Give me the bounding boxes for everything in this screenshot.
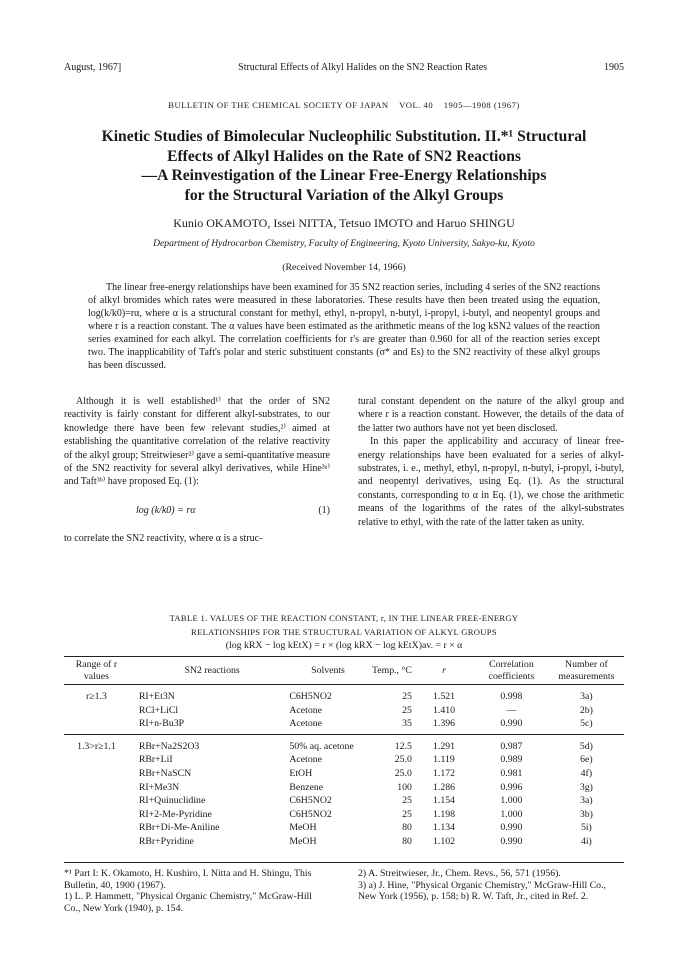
cell-solvent: EtOH: [289, 767, 313, 779]
cell-num: 6e): [580, 754, 593, 766]
body-paragraph: tural constant dependent on the nature of the alkyl group and where r is a reaction constant. However, the details of the data of the latter two authors have not yet been disclosed.: [358, 396, 624, 434]
cell-reaction: RI+Et3N: [138, 691, 175, 702]
cell-reaction: RI+n-Bu3P: [138, 718, 185, 730]
page-number: 1905: [603, 62, 624, 73]
footnotes-right: [358, 868, 624, 903]
cell-range: r≥1.3: [85, 691, 107, 702]
cell-reaction: RI+Quinuclidine: [138, 795, 206, 807]
title-line: for the Structural Variation of the Alkyl Groups: [184, 186, 504, 204]
table-caption-line: TABLE 1. VALUES OF THE REACTION CONSTANT, r, IN THE LINEAR FREE-ENERGY: [169, 613, 519, 623]
cell-solvent: C6H5NO2: [289, 691, 332, 702]
body-paragraph: Although it is well established¹⁾ that the order of SN2 reactivity is fairly constant for different alkyl-substrates, to our knowledge there have been few relevant studies,²⁾ aimed at establishing the quantitative correlation of the relative reactivity of the alkyl group; Streitwieser²⁾ gave a semi-quantitative measure of the SN2 reactivity for several alkyl derivatives, while Hine³ᵃ⁾ and Taft³ᵇ⁾ have proposed Eq. (1):: [64, 396, 330, 488]
cell-solvent: Acetone: [289, 704, 322, 716]
title-line: Kinetic Studies of Bimolecular Nucleophilic Substitution. II.*¹ Structural: [101, 128, 587, 145]
table-equation: (log kRX − log kEtX) = r × (log kRX − log kEtX)av. = r × α: [225, 640, 463, 651]
cell-reaction: RBr+Di-Me-Aniline: [138, 822, 220, 834]
cell-coef: 0.990: [500, 718, 523, 730]
cell-reaction: RBr+LiI: [138, 754, 173, 766]
running-head: [64, 62, 624, 73]
cell-temp: 35: [402, 718, 412, 730]
journal-line: BULLETIN OF THE CHEMICAL SOCIETY OF JAPAN VOL. 40 1905—1908 (1967): [168, 100, 520, 110]
cell-num: 4i): [580, 835, 592, 847]
cell-reaction: RBr+Na2S2O3: [138, 740, 200, 752]
cell-num: 4f): [580, 767, 593, 779]
cell-temp: 80: [402, 835, 412, 847]
table-group: [64, 685, 624, 735]
body-paragraph: In this paper the applicability and accuracy of linear free-energy relationships have been evaluated for a series of alkyl-substrates, i. e., methyl, ethyl, n-propyl, n-butyl, i-propyl, i-butyl, and neopentyl derivatives, using Eq. (1). As the structural constants, corresponding to α in Eq. (1), we chose the arithmetic means of the logarithms of the rates of the alkyl-substrates relative to ethyl, with the rate of the latter taken as unity.: [358, 436, 624, 528]
cell-coef: —: [506, 704, 517, 716]
cell-temp: 100: [397, 781, 412, 793]
data-table: [64, 656, 624, 849]
footnote-divider: [64, 862, 624, 863]
received-date: (Received November 14, 1966): [282, 262, 406, 273]
cell-r: 1.286: [432, 781, 456, 793]
header-temp: Temp., °C: [371, 664, 412, 676]
cell-r: 1.396: [432, 718, 456, 730]
cell-reaction: RI+2-Me-Pyridine: [138, 808, 212, 820]
table-row: [64, 835, 624, 849]
header-coef: Correlation coefficients: [488, 659, 535, 682]
footnote: *¹ Part I: K. Okamoto, H. Kushiro, I. Nitta and H. Shingu, This Bulletin, 40, 1900 (1967).: [64, 868, 312, 891]
title-line: —A Reinvestigation of the Linear Free-Energy Relationships: [141, 167, 547, 184]
table-group: [64, 734, 624, 848]
table-row: [64, 781, 624, 795]
cell-coef: 0.990: [500, 822, 523, 834]
cell-num: 5i): [580, 822, 592, 834]
cell-num: 2b): [579, 704, 593, 716]
table-row: [64, 704, 624, 718]
body-column-right: [358, 395, 624, 529]
header-range: Range of r values: [75, 659, 118, 682]
cell-range: 1.3>r≥1.1: [77, 740, 116, 752]
cell-temp: 25: [402, 795, 412, 807]
equation-number: (1): [318, 504, 330, 516]
affiliation: Department of Hydrocarbon Chemistry, Faculty of Engineering, Kyoto University, Sakyo-ku, Kyoto: [153, 238, 535, 249]
table-row: [64, 808, 624, 822]
body-paragraph: to correlate the SN2 reactivity, where α is a struc-: [64, 533, 263, 545]
header-r: r: [442, 664, 446, 676]
cell-temp: 25.0: [394, 767, 412, 779]
cell-reaction: RCl+LiCl: [138, 704, 179, 716]
footnote: 2) A. Streitwieser, Jr., Chem. Revs., 56, 571 (1956).: [358, 868, 561, 879]
cell-solvent: MeOH: [289, 822, 317, 834]
cell-temp: 80: [402, 822, 412, 834]
table-caption-line: RELATIONSHIPS FOR THE STRUCTURAL VARIATION OF ALKYL GROUPS: [191, 626, 497, 637]
table-row: [64, 717, 624, 734]
cell-solvent: C6H5NO2: [289, 795, 332, 807]
paper-title: [64, 127, 624, 205]
footnotes-left: [64, 868, 330, 914]
cell-temp: 25: [402, 704, 412, 716]
table-row: [64, 753, 624, 767]
cell-coef: 0.981: [500, 767, 523, 779]
cell-num: 3a): [580, 795, 593, 807]
cell-coef: 1.000: [500, 795, 523, 807]
cell-coef: 0.989: [500, 754, 523, 766]
cell-num: 5d): [579, 740, 593, 752]
cell-reaction: RBr+NaSCN: [138, 767, 192, 779]
cell-solvent: C6H5NO2: [289, 808, 332, 820]
table-row: [64, 794, 624, 808]
equation-1: [64, 504, 330, 517]
cell-r: 1.410: [432, 704, 456, 716]
header-num: Number of measurements: [558, 659, 615, 682]
cell-solvent: 50% aq. acetone: [289, 740, 354, 752]
running-head-title: Structural Effects of Alkyl Halides on the SN2 Reaction Rates: [238, 62, 488, 73]
footnote: 1) L. P. Hammett, "Physical Organic Chemistry," McGraw-Hill Co., New York (1940), p. 154.: [64, 891, 312, 914]
cell-solvent: Benzene: [289, 781, 324, 793]
authors: Kunio OKAMOTO, Issei NITTA, Tetsuo IMOTO and Haruo SHINGU: [173, 216, 515, 230]
cell-num: 3a): [580, 691, 593, 702]
cell-temp: 25.0: [394, 754, 412, 766]
cell-solvent: Acetone: [289, 754, 322, 766]
abstract: [88, 281, 600, 372]
table-row: [64, 767, 624, 781]
table-caption: [64, 612, 624, 639]
header-solvents: Solvents: [311, 664, 345, 676]
cell-coef: 1.000: [500, 808, 523, 820]
cell-num: 3g): [579, 781, 593, 793]
footnote: 3) a) J. Hine, "Physical Organic Chemistry," McGraw-Hill Co., New York (1956), p. 158; b) R. W. Taft, Jr., cited in Ref. 2.: [358, 879, 606, 903]
table-row: [64, 734, 624, 753]
table-row: [64, 821, 624, 835]
cell-temp: 12.5: [394, 740, 412, 752]
equation-text: log (k/k0) = rα: [136, 504, 196, 516]
cell-r: 1.521: [432, 691, 456, 702]
table-row: [64, 685, 624, 704]
abstract-text: The linear free-energy relationships have been examined for 35 SN2 reaction series, including 4 series of the SN2 reactions of alkyl bromides which rates were measured in these laboratories. These results have then been treated using the equation, log(k/k0)=rα, where α is a structural constant for methyl, ethyl, n-propyl, n-butyl, i-propyl, i-butyl, and neopentyl groups and where r is a reaction constant. The α values have been estimated as the arithmetic means of the log kSN2 values of the reaction series examined for each alkyl. The correlation coefficients for r's are greater than 0.960 for all of the reaction series except two. The inapplicability of Taft's polar and steric substituent constants (σ* and Es) to the SN2 reactivity of these alkyl groups has been discussed.: [88, 282, 600, 372]
cell-r: 1.102: [432, 835, 456, 847]
cell-reaction: RI+Me3N: [138, 781, 180, 793]
header-reactions: SN2 reactions: [184, 664, 240, 676]
cell-r: 1.154: [432, 795, 456, 807]
cell-r: 1.134: [432, 822, 456, 834]
running-head-date: August, 1967]: [64, 62, 122, 73]
cell-temp: 25: [402, 691, 412, 702]
cell-r: 1.291: [432, 740, 456, 752]
cell-r: 1.198: [432, 808, 456, 820]
cell-coef: 0.990: [500, 835, 523, 847]
cell-reaction: RBr+Pyridine: [138, 835, 194, 847]
table-header-row: [64, 657, 624, 685]
cell-solvent: MeOH: [289, 835, 317, 847]
cell-r: 1.172: [432, 767, 456, 779]
cell-coef: 0.996: [500, 781, 523, 793]
cell-temp: 25: [402, 808, 412, 820]
cell-coef: 0.998: [500, 691, 523, 702]
body-column-left: [64, 395, 330, 546]
cell-num: 5c): [580, 718, 593, 730]
cell-solvent: Acetone: [289, 718, 322, 730]
cell-r: 1.119: [433, 754, 455, 766]
cell-num: 3b): [579, 808, 593, 820]
cell-coef: 0.987: [500, 740, 523, 752]
title-line: Effects of Alkyl Halides on the Rate of SN2 Reactions: [167, 147, 521, 165]
